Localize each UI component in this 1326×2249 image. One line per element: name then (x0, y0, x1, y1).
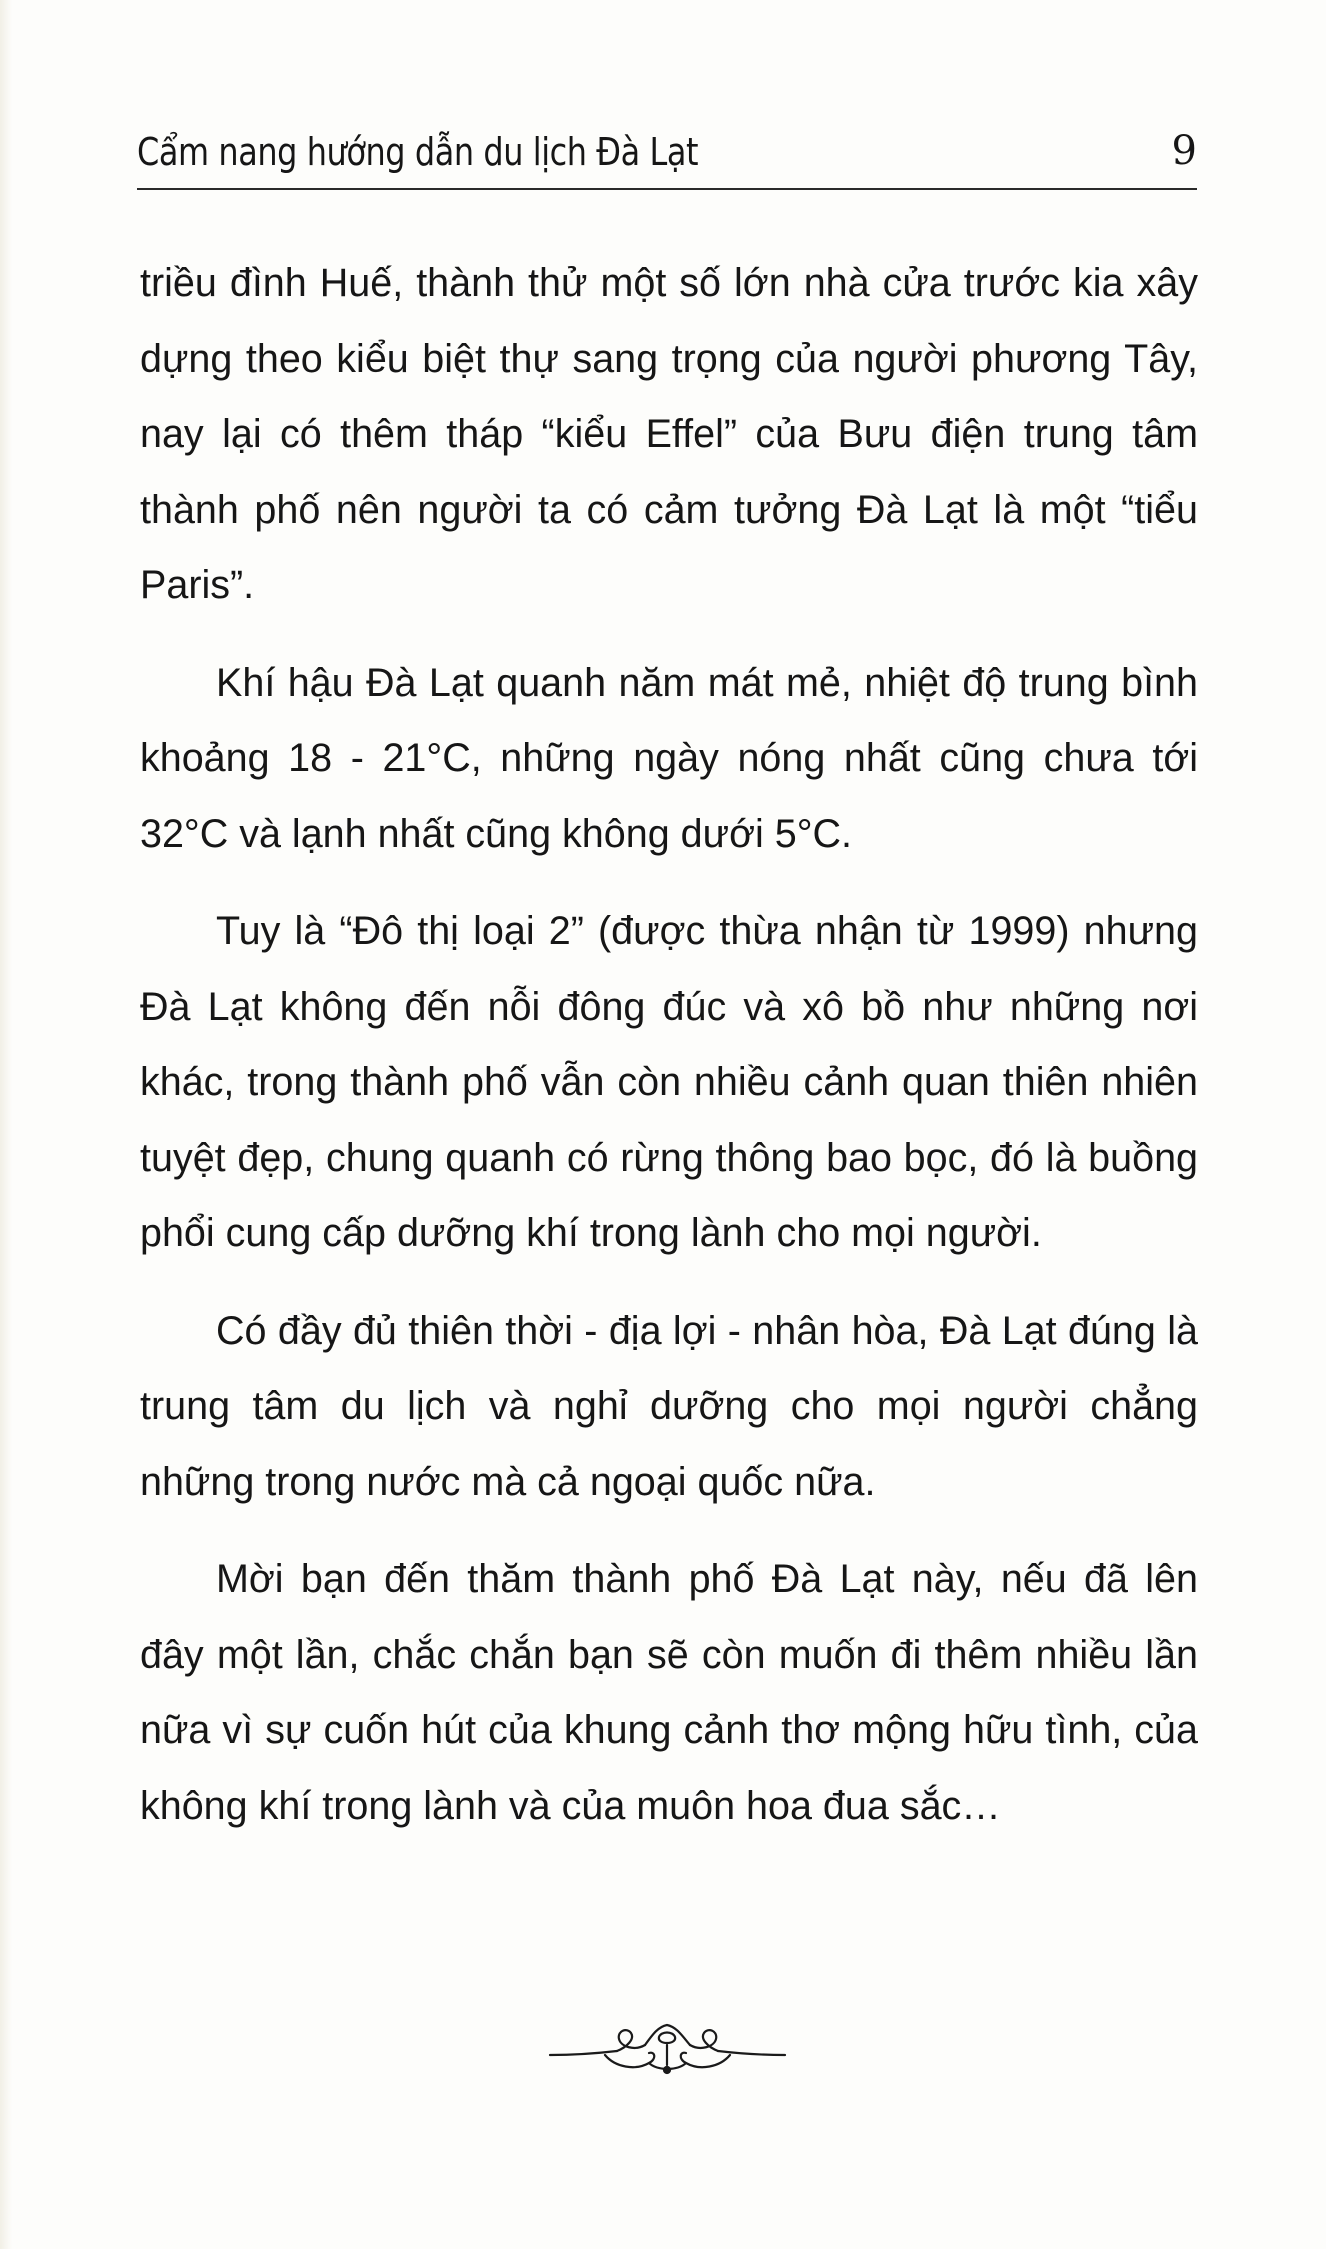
paragraph-urban: Tuy là “Đô thị loại 2” (được thừa nhận từ 1999) nhưng Đà Lạt không đến nỗi đông đúc và xô bồ như những nơi khác, trong thành phố vẫn còn nhiều cảnh quan thiên nhiên tuyệt đẹp, chung quanh có rừng thông bao bọc, đó là buồng phổi cung cấp dưỡng khí trong lành cho mọi người. (140, 909, 1198, 1255)
page-gutter-shadow (0, 0, 12, 2249)
page-number: 9 (1171, 128, 1197, 174)
floral-scroll-ornament-icon (545, 2015, 790, 2085)
running-header (137, 118, 1197, 190)
paragraph-tourism: Có đầy đủ thiên thời - địa lợi - nhân hòa, Đà Lạt đúng là trung tâm du lịch và nghỉ dưỡng cho mọi người chẳng những trong nước mà cả ngoại quốc nữa. (140, 1308, 1198, 1504)
paragraph-continued: triều đình Huế, thành thử một số lớn nhà cửa trước kia xây dựng theo kiểu biệt thự sang trọng của người phương Tây, nay lại có thêm tháp “kiểu Effel” của Bưu điện trung tâm thành phố nên người ta có cảm tưởng Đà Lạt là một “tiểu Paris”. (140, 261, 1198, 607)
body-text (140, 246, 1198, 1866)
paragraph-climate: Khí hậu Đà Lạt quanh năm mát mẻ, nhiệt độ trung bình khoảng 18 - 21°C, những ngày nóng nhất cũng chưa tới 32°C và lạnh nhất cũng không dưới 5°C. (140, 660, 1198, 856)
header-title: Cẩm nang hướng dẫn du lịch Đà Lạt (137, 130, 699, 174)
paragraph-invitation: Mời bạn đến thăm thành phố Đà Lạt này, nếu đã lên đây một lần, chắc chắn bạn sẽ còn muốn đi thêm nhiều lần nữa vì sự cuốn hút của khung cảnh thơ mộng hữu tình, của không khí trong lành và của muôn hoa đua sắc… (140, 1557, 1198, 1828)
